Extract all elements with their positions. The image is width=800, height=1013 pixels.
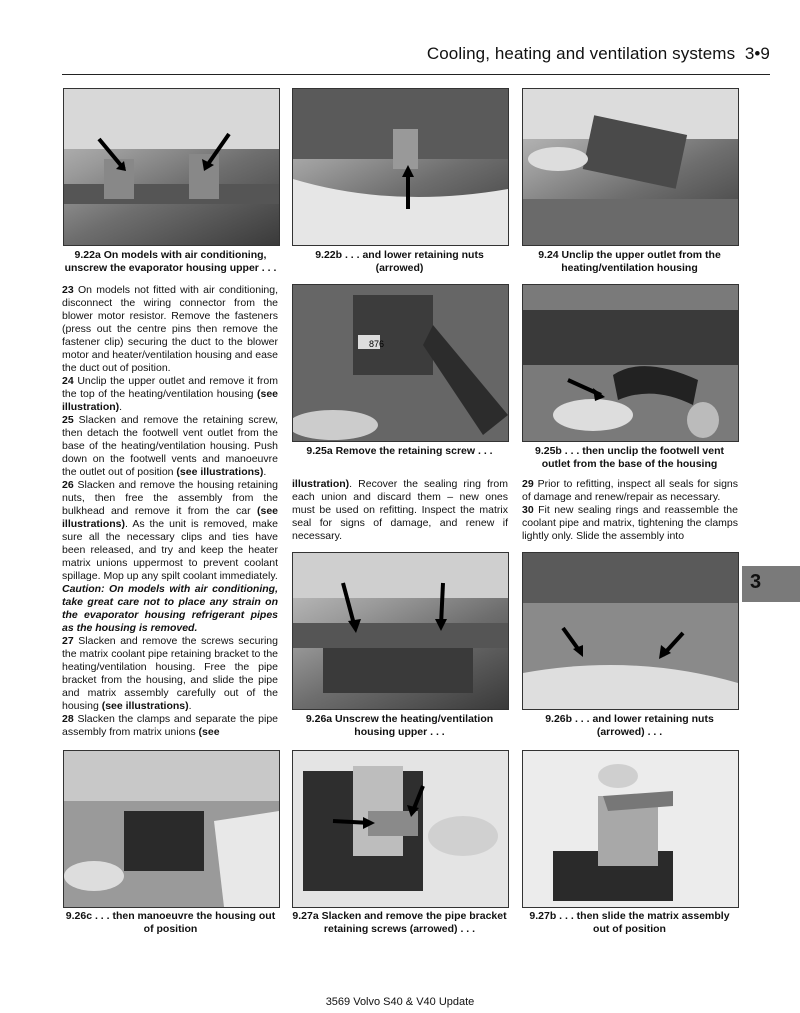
caption-9-25a: 9.25a Remove the retaining screw . . . bbox=[306, 445, 493, 457]
photo-9-22b bbox=[292, 88, 509, 246]
para-28: Slacken the clamps and separate the pipe assembly from matrix unions bbox=[62, 713, 279, 738]
photo-9-26a bbox=[292, 552, 509, 710]
header-page-ref: 3•9 bbox=[744, 44, 770, 63]
photo-label-876: 876 bbox=[369, 339, 385, 349]
caption-9-27a: 9.27a Slacken and remove the pipe bracket retaining screws (arrowed) . . . bbox=[292, 910, 507, 935]
para-25-number: 25 bbox=[62, 414, 74, 426]
para-23: On models not fitted with air conditioning, disconnect the wiring connector from the blower motor resistor. Remove the fasteners (press out the centre pins then remove the fastener clip) securing the duct to the blower motor and heater/ventilation housing and ease the duct out of position. bbox=[62, 284, 278, 374]
caption-9-26c: 9.26c . . . then manoeuvre the housing out of position bbox=[65, 910, 276, 935]
left-column-text bbox=[62, 284, 278, 739]
para-25-end: . bbox=[263, 466, 267, 478]
para-26-ref: (see illustrations) bbox=[62, 505, 278, 530]
header-title: Cooling, heating and ventilation systems bbox=[426, 44, 736, 63]
para-28-ref: (see bbox=[198, 726, 220, 738]
caution-note: Caution: On models with air conditioning, take great care not to place any strain on the evaporator housing refrigerant pipes as the housing is removed. bbox=[62, 583, 278, 634]
para-29-number: 29 bbox=[522, 478, 534, 490]
caption-9-24: 9.24 Unclip the upper outlet from the heating/ventilation housing bbox=[538, 249, 721, 274]
para-27: Slacken and remove the screws securing the matrix coolant pipe retaining bracket to the heating/ventilation housing. Free the pipe bracket from the housing, and slide the pipe and matrix assembly carefully out of the housing bbox=[62, 635, 278, 712]
para-29: Prior to refitting, inspect all seals for signs of damage and renew/repair as necessary. bbox=[522, 478, 738, 503]
para-26b: . As the unit is removed, make sure all the necessary clips and ties have been released, and try and keep the heater matrix unions uppermost to prevent coolant spillage. Mop up any spilt coolant immediately. bbox=[62, 518, 278, 582]
photo-9-22a bbox=[63, 88, 280, 246]
header-rule bbox=[62, 74, 770, 75]
caption-9-25b: 9.25b . . . then unclip the footwell vent outlet from the base of the housing bbox=[534, 445, 725, 470]
para-24-end: . bbox=[119, 401, 123, 413]
caption-9-26b: 9.26b . . . and lower retaining nuts (arrowed) . . . bbox=[545, 713, 714, 738]
middle-ref: illustration) bbox=[292, 478, 350, 490]
photo-9-24 bbox=[522, 88, 739, 246]
para-27-ref: (see illustrations) bbox=[101, 700, 189, 712]
page-footer: 3569 Volvo S40 & V40 Update bbox=[325, 996, 475, 1008]
photo-9-26c bbox=[63, 750, 280, 908]
chapter-tab bbox=[742, 566, 800, 602]
para-30-number: 30 bbox=[522, 504, 534, 516]
para-24-number: 24 bbox=[62, 375, 74, 387]
para-24: Unclip the upper outlet and remove it from the top of the heating/ventilation housing bbox=[62, 375, 278, 400]
para-24-ref: (see illustration) bbox=[62, 388, 279, 413]
para-27-end: . bbox=[188, 700, 192, 712]
running-header bbox=[62, 44, 770, 70]
caption-9-22a: 9.22a On models with air conditioning, unscrew the evaporator housing upper . . . bbox=[64, 249, 277, 274]
right-column-text bbox=[522, 478, 738, 543]
para-26a: Slacken and remove the housing retaining nuts, then free the assembly from the bulkhead and remove it from the car bbox=[62, 479, 278, 517]
para-30: Fit new sealing rings and reassemble the coolant pipe and matrix, tightening the clamps lightly only. Slide the assembly into bbox=[522, 504, 738, 542]
caption-9-27b: 9.27b . . . then slide the matrix assembly out of position bbox=[529, 910, 730, 935]
photo-9-26b bbox=[522, 552, 739, 710]
para-25: Slacken and remove the retaining screw, then detach the footwell vent outlet from the base of the heating/ventilation housing. Push down on the footwell vents and manoeuvre the outlet out of position bbox=[62, 414, 278, 478]
para-27-number: 27 bbox=[62, 635, 74, 647]
photo-9-27b bbox=[522, 750, 739, 908]
photo-9-27a bbox=[292, 750, 509, 908]
middle-column-text bbox=[292, 478, 508, 543]
middle-body: . Recover the sealing ring from each union and discard them – new ones must be used on refitting. Inspect the matrix seal for signs of damage, and renew if necessary. bbox=[292, 478, 508, 542]
photo-9-25b bbox=[522, 284, 739, 442]
para-28-number: 28 bbox=[62, 713, 74, 725]
para-25-ref: (see illustrations) bbox=[176, 466, 264, 478]
caption-9-26a: 9.26a Unscrew the heating/ventilation housing upper . . . bbox=[305, 713, 494, 738]
photo-9-25a bbox=[292, 284, 509, 442]
chapter-tab-number: 3 bbox=[750, 571, 762, 593]
para-23-number: 23 bbox=[62, 284, 74, 296]
para-26-number: 26 bbox=[62, 479, 74, 491]
caption-9-22b: 9.22b . . . and lower retaining nuts (arrowed) bbox=[315, 249, 484, 274]
